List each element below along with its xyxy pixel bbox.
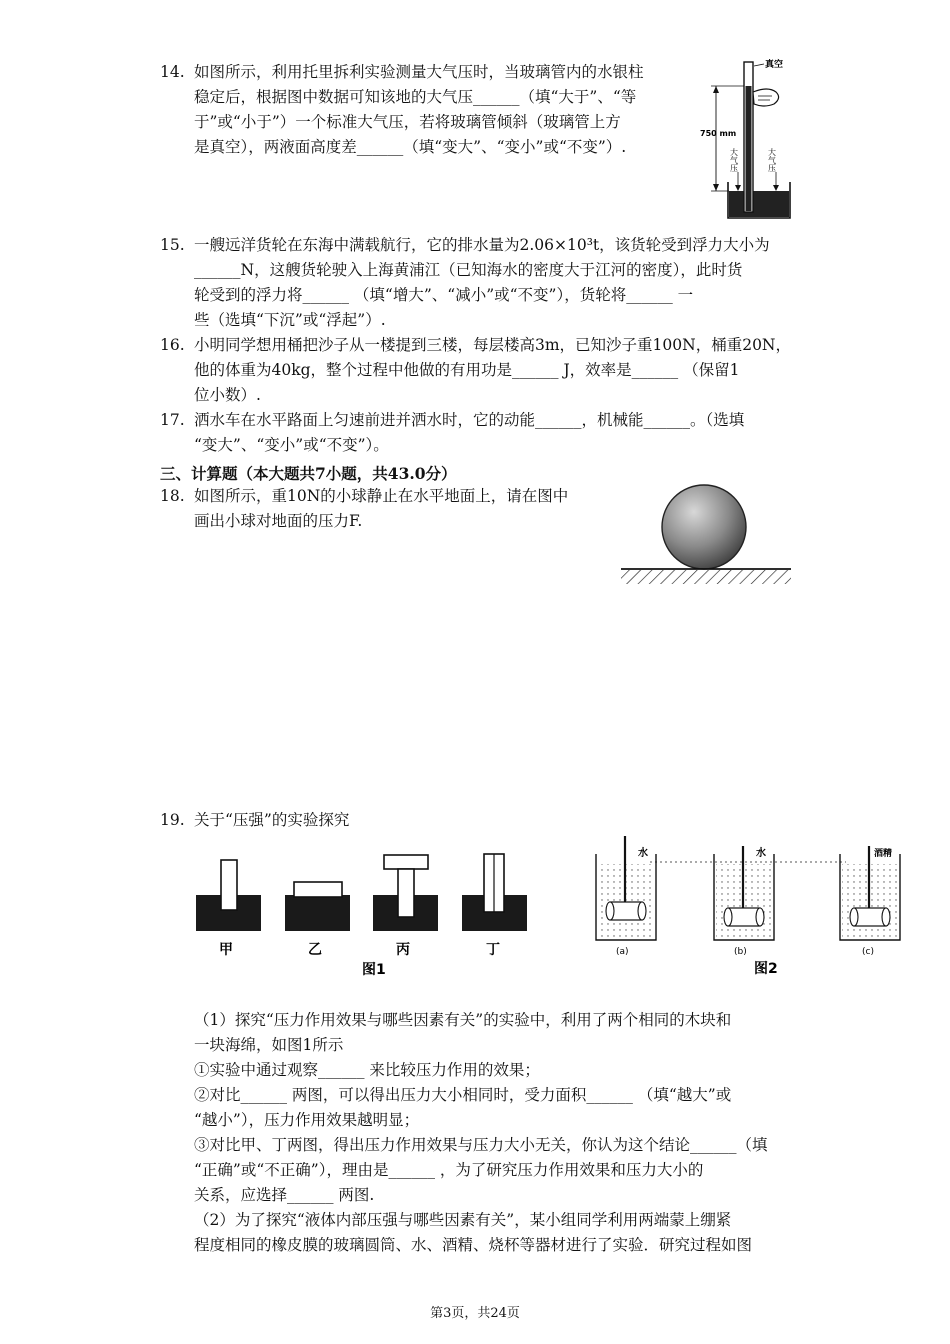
height-label: 750 mm	[700, 129, 737, 138]
fig2-caption: 图2	[754, 961, 778, 977]
section-heading: 三、计算题（本大题共7小题，共43.0分）	[160, 464, 457, 483]
question-text-line: 位小数）.	[194, 386, 261, 404]
fig1-label: 乙	[308, 942, 322, 958]
question-text-line: ②对比______ 两图，可以得出压力大小相同时，受力面积______ （填“越大”或	[194, 1086, 732, 1104]
question-number: 17.	[160, 411, 185, 429]
vacuum-label: 真空	[765, 60, 784, 70]
question-text-line: ③对比甲、丁两图，得出压力作用效果与压力大小无关，你认为这个结论______（填	[194, 1136, 768, 1154]
fig1-label: 丙	[396, 942, 410, 958]
fig2-label: (c)	[862, 947, 874, 957]
torricelli-figure	[698, 52, 798, 222]
question-title: 关于“压强”的实验探究	[194, 811, 350, 829]
question-text-line: 些（选填“下沉”或“浮起”）.	[194, 311, 386, 329]
question-text-line: 一块海绵，如图1所示	[194, 1036, 344, 1054]
liquid-label: 水	[638, 848, 648, 859]
question-text-line: “越小”），压力作用效果越明显；	[194, 1111, 420, 1129]
question-text-line: （1）探究“压力作用效果与哪些因素有关”的实验中，利用了两个相同的木块和	[194, 1011, 732, 1029]
question-19-body	[194, 1008, 814, 1258]
liquid-label: 水	[756, 848, 766, 859]
fig2-label: (a)	[616, 947, 629, 957]
air-pressure-label-left: 大气压	[729, 148, 739, 172]
question-text-line: 稳定后，根据图中数据可知该地的大气压______（填“大于”、“等	[194, 88, 637, 106]
figure-2-liquid-pressure	[588, 832, 908, 980]
fig1-label: 丁	[486, 942, 500, 958]
liquid-label: 酒精	[874, 849, 893, 859]
question-number: 14.	[160, 63, 185, 81]
question-text-line: 于”或“小于”）一个标准大气压，若将玻璃管倾斜（玻璃管上方	[194, 113, 621, 131]
question-text-line: 一艘远洋货轮在东海中满载航行，它的排水量为2.06×10³t，该货轮受到浮力大小为	[194, 236, 770, 254]
question-text-line: 洒水车在水平路面上匀速前进并洒水时，它的动能______，机械能______。（选填	[194, 411, 745, 429]
question-text-line: “正确”或“不正确”），理由是______ ，为了研究压力作用效果和压力大小的	[194, 1161, 704, 1179]
question-text-line: 程度相同的橡皮膜的玻璃圆筒、水、酒精、烧杯等器材进行了实验．研究过程如图	[194, 1236, 753, 1254]
question-text-line: 如图所示，重10N的小球静止在水平地面上，请在图中	[194, 487, 569, 505]
question-text-line: 如图所示，利用托里拆利实验测量大气压时，当玻璃管内的水银柱	[194, 63, 644, 81]
question-text-line: ①实验中通过观察______ 来比较压力作用的效果；	[194, 1061, 540, 1079]
air-pressure-label-right: 大气压	[767, 148, 777, 172]
question-text-line: ______N，这艘货轮驶入上海黄浦江（已知海水的密度大于江河的密度），此时货	[194, 261, 743, 279]
question-text-line: “变大”、“变小”或“不变”）。	[194, 436, 389, 454]
question-number: 18.	[160, 487, 185, 505]
question-number: 19.	[160, 811, 185, 829]
question-text-line: （2）为了探究“液体内部压强与哪些因素有关”，某小组同学利用两端蒙上绷紧	[194, 1211, 732, 1229]
question-text-line: 轮受到的浮力将______ （填“增大”、“减小”或“不变”），货轮将______ 一	[194, 286, 694, 304]
question-text-line: 他的体重为40kg，整个过程中他做的有用功是______ J，效率是______ （保留1	[194, 361, 740, 379]
fig2-label: (b)	[734, 947, 747, 957]
figure-1-sponge	[190, 850, 550, 980]
question-text-line: 小明同学想用桶把沙子从一楼提到三楼，每层楼高3m，已知沙子重100N，桶重20N，	[194, 336, 791, 354]
question-text-line: 关系，应选择______ 两图.	[194, 1186, 375, 1204]
question-text-line: 是真空），两液面高度差______（填“变大”、“变小”或“不变”）.	[194, 138, 627, 156]
fig1-label: 甲	[219, 942, 233, 958]
question-number: 16.	[160, 336, 185, 354]
question-text-line: 画出小球对地面的压力F.	[194, 512, 363, 530]
ball-on-ground-figure	[615, 482, 795, 592]
question-number: 15.	[160, 236, 185, 254]
fig1-caption: 图1	[362, 962, 386, 978]
page-footer: 第3页，共24页	[430, 1306, 520, 1321]
